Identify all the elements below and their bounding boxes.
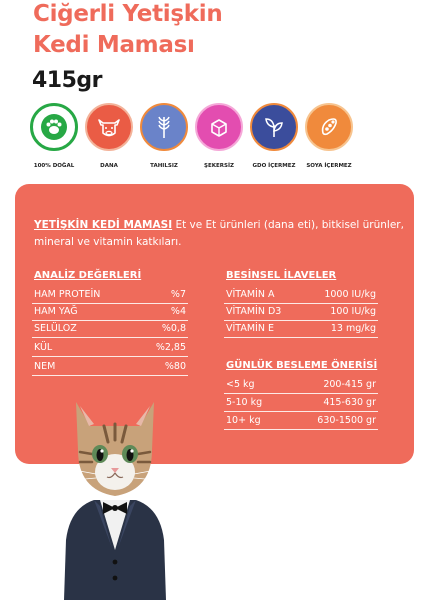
feeding-title: GÜNLÜK BESLEME ÖNERİSİ <box>226 360 378 371</box>
feeding-weight: 10+ kg <box>226 415 261 426</box>
analysis-row <box>32 289 188 304</box>
product-title-line2: Kedi Maması <box>33 32 195 58</box>
additive-key: VİTAMİN E <box>226 323 274 334</box>
additive-row <box>224 289 378 304</box>
feeding-weight: <5 kg <box>226 379 255 390</box>
analysis-key: HAM PROTEİN <box>34 289 101 300</box>
analysis-row <box>32 306 188 321</box>
feeding-weight: 5-10 kg <box>226 397 263 408</box>
analysis-key: KÜL <box>34 342 53 353</box>
additive-value: 13 mg/kg <box>330 323 376 334</box>
product-description <box>34 217 404 251</box>
natural-badge-icon <box>30 103 78 151</box>
feeding-amount: 630-1500 gr <box>317 415 376 426</box>
cow-icon <box>85 103 133 151</box>
analysis-value: %80 <box>164 361 186 372</box>
additive-row <box>224 306 378 321</box>
feeding-row <box>224 379 378 394</box>
feature-badges <box>30 103 350 173</box>
wheat-icon <box>140 103 188 151</box>
product-weight: 415gr <box>32 68 103 93</box>
analysis-value: %7 <box>170 289 186 300</box>
cat-in-suit-illustration <box>56 380 174 600</box>
feeding-row <box>224 415 378 430</box>
description-highlight: YETİŞKİN KEDİ MAMASI <box>34 219 173 231</box>
analysis-key: HAM YAĞ <box>34 306 78 317</box>
analysis-row <box>32 342 188 357</box>
analysis-row <box>32 361 188 376</box>
product-title-line1: Ciğerli Yetişkin <box>33 1 223 27</box>
badge-label: 100% DOĞAL <box>33 163 75 169</box>
badge-label: GDO İÇERMEZ <box>252 163 296 169</box>
description-text: Et ve Et ürünleri (dana eti), bitkisel ürünler, mineral ve vitamin katkıları. <box>34 219 404 248</box>
feeding-amount: 200-415 gr <box>323 379 376 390</box>
additive-row <box>224 323 378 338</box>
analysis-value: %0,8 <box>161 323 186 334</box>
additive-value: 1000 IU/kg <box>324 289 376 300</box>
analysis-title: ANALİZ DEĞERLERİ <box>34 270 142 281</box>
analysis-key: NEM <box>34 361 56 372</box>
sugar-cube-icon <box>195 103 243 151</box>
additive-key: VİTAMİN D3 <box>226 306 282 317</box>
badge-label: TAHILSIZ <box>150 163 178 169</box>
analysis-key: SELÜLOZ <box>34 323 77 334</box>
additives-title: BESİNSEL İLAVELER <box>226 270 337 281</box>
analysis-value: %2,85 <box>155 342 186 353</box>
feeding-row <box>224 397 378 412</box>
additive-key: VİTAMİN A <box>226 289 275 300</box>
feeding-amount: 415-630 gr <box>323 397 376 408</box>
analysis-value: %4 <box>170 306 186 317</box>
additive-value: 100 IU/kg <box>330 306 376 317</box>
paw-icon <box>40 113 68 141</box>
soy-bean-icon <box>305 103 353 151</box>
leaf-icon <box>250 103 298 151</box>
badge-label: DANA <box>100 163 118 169</box>
analysis-row <box>32 323 188 338</box>
badge-label: ŞEKERSİZ <box>204 163 234 169</box>
badge-label: SOYA İÇERMEZ <box>306 163 352 169</box>
